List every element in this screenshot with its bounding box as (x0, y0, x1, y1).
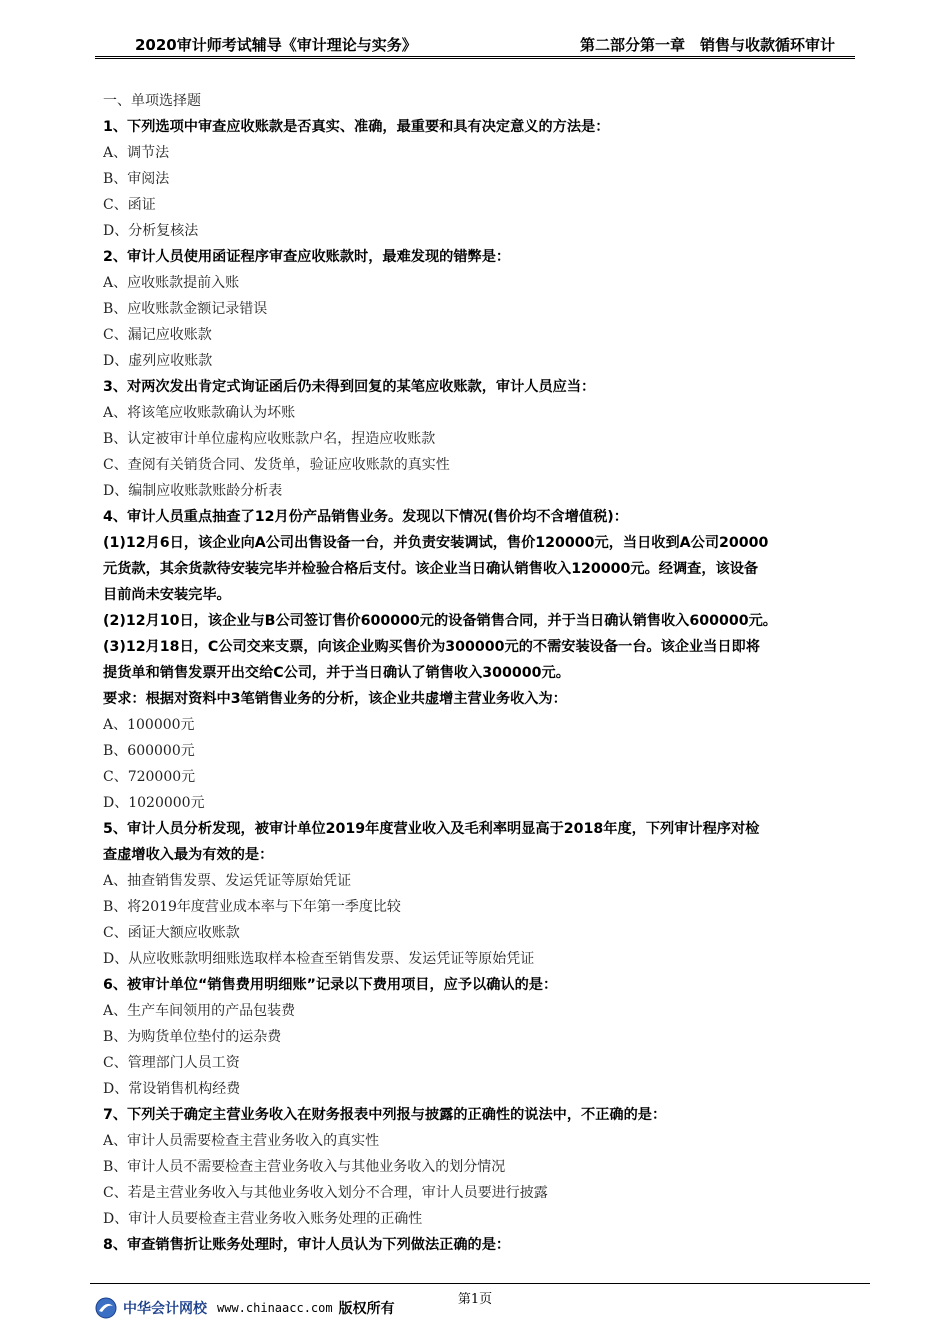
question-stem: 6、被审计单位“销售费用明细账”记录以下费用项目，应予以确认的是： (103, 977, 558, 993)
answer-option: A、应收账款提前入账 (103, 275, 240, 291)
footer-brand (95, 1296, 395, 1320)
answer-option: B、审计人员不需要检查主营业务收入与其他业务收入的划分情况 (103, 1159, 506, 1175)
question-stem-continued: (2)12月10日，该企业与B公司签订售价600000元的设备销售合同，并于当日确认销售收入600000元。 (103, 613, 777, 629)
question-stem: 3、对两次发出肯定式询证函后仍未得到回复的某笔应收账款，审计人员应当： (103, 379, 596, 395)
answer-option: A、审计人员需要检查主营业务收入的真实性 (103, 1133, 380, 1149)
answer-option: A、生产车间领用的产品包装费 (103, 1003, 296, 1019)
answer-option: D、编制应收账款账龄分析表 (103, 483, 283, 499)
answer-option: C、漏记应收账款 (103, 327, 212, 343)
answer-option: D、常设销售机构经费 (103, 1081, 241, 1097)
question-stem-continued: 查虚增收入最为有效的是： (103, 847, 274, 863)
question-stem: 2、审计人员使用函证程序审查应收账款时，最难发现的错弊是： (103, 249, 511, 265)
question-content (103, 88, 855, 1258)
header-course-title: 2020审计师考试辅导《审计理论与实务》 (135, 36, 417, 54)
answer-option: B、将2019年度营业成本率与下年第一季度比较 (103, 899, 401, 915)
page-number: 第1页 (457, 1292, 493, 1307)
answer-option: C、720000元 (103, 769, 196, 785)
answer-option: C、函证大额应收账款 (103, 925, 240, 941)
question-stem: 7、下列关于确定主营业务收入在财务报表中列报与披露的正确性的说法中，不正确的是： (103, 1107, 667, 1123)
answer-option: B、应收账款金额记录错误 (103, 301, 268, 317)
brand-rights: 版权所有 (338, 1301, 395, 1317)
answer-option: D、分析复核法 (103, 223, 199, 239)
answer-option: C、管理部门人员工资 (103, 1055, 240, 1071)
answer-option: D、虚列应收账款 (103, 353, 213, 369)
brand-name: 中华会计网校 (123, 1301, 207, 1317)
header-chapter-title: 第二部分第一章 销售与收款循环审计 (579, 36, 835, 54)
question-stem: 1、下列选项中审查应收账款是否真实、准确，最重要和具有决定意义的方法是： (103, 119, 610, 135)
question-stem-continued: 要求：根据对资料中3笔销售业务的分析，该企业共虚增主营业务收入为： (103, 691, 567, 707)
question-stem-continued: 元货款，其余货款待安装完毕并检验合格后支付。该企业当日确认销售收入120000元。经调查，该设备 (103, 561, 759, 577)
answer-option: D、审计人员要检查主营业务收入账务处理的正确性 (103, 1211, 423, 1227)
answer-option: B、600000元 (103, 743, 195, 759)
question-stem-continued: (1)12月6日，该企业向A公司出售设备一台，并负责安装调试，售价120000元，当日收到A公司20000 (103, 535, 769, 551)
question-stem: 8、审查销售折让账务处理时，审计人员认为下列做法正确的是： (103, 1237, 511, 1253)
chinaacc-logo-icon (95, 1297, 117, 1319)
answer-option: A、抽查销售发票、发运凭证等原始凭证 (103, 873, 352, 889)
answer-option: A、调节法 (103, 145, 170, 161)
answer-option: B、审阅法 (103, 171, 170, 187)
answer-option: D、1020000元 (103, 795, 205, 811)
page-header (95, 32, 855, 59)
question-stem-continued: 目前尚未安装完毕。 (103, 587, 231, 603)
answer-option: B、认定被审计单位虚构应收账款户名，捏造应收账款 (103, 431, 436, 447)
answer-option: C、函证 (103, 197, 156, 213)
brand-url: www.chinaacc.com (217, 1301, 333, 1315)
answer-option: A、将该笔应收账款确认为坏账 (103, 405, 296, 421)
section-title: 一、单项选择题 (103, 93, 201, 109)
answer-option: C、若是主营业务收入与其他业务收入划分不合理，审计人员要进行披露 (103, 1185, 548, 1201)
question-stem-continued: (3)12月18日，C公司交来支票，向该企业购买售价为300000元的不需安装设备一台。该企业当日即将 (103, 639, 760, 655)
footer-divider (90, 1283, 870, 1284)
answer-option: C、查阅有关销货合同、发货单，验证应收账款的真实性 (103, 457, 450, 473)
answer-option: D、从应收账款明细账选取样本检查至销售发票、发运凭证等原始凭证 (103, 951, 535, 967)
answer-option: A、100000元 (103, 717, 195, 733)
answer-option: B、为购货单位垫付的运杂费 (103, 1029, 282, 1045)
question-stem: 5、审计人员分析发现，被审计单位2019年度营业收入及毛利率明显高于2018年度，下列审计程序对检 (103, 821, 760, 837)
question-stem: 4、审计人员重点抽查了12月份产品销售业务。发现以下情况(售价均不含增值税)： (103, 509, 628, 525)
question-stem-continued: 提货单和销售发票开出交给C公司，并于当日确认了销售收入300000元。 (103, 665, 570, 681)
